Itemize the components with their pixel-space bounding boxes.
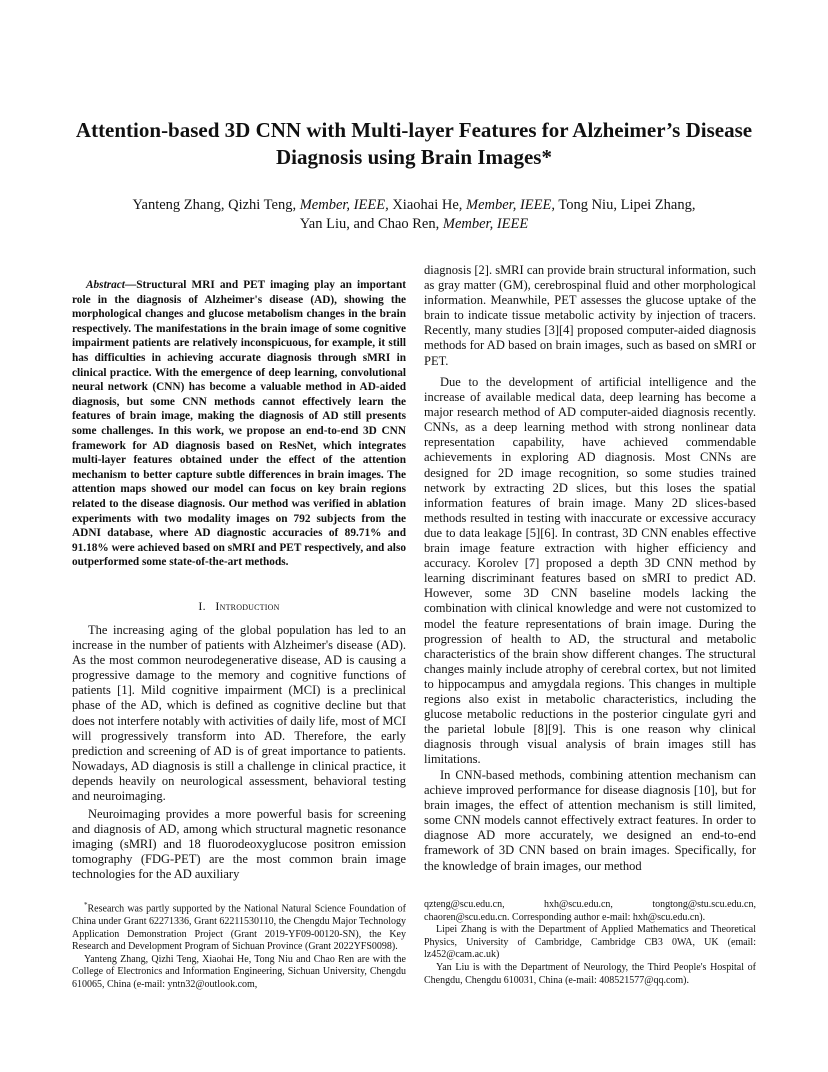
right-paragraph-1: diagnosis [2]. sMRI can provide brain structural information, such as gray matter (GM), cerebrospinal fluid and other morphological information. Meanwhile, PET assesses the glucose uptake of the brain to indicate tissue metabolic activity by injection of tracers. Recently, many studies [3][4] proposed computer-aided diagnosis methods for AD based on brain images, such as based on sMRI or PET. xyxy=(424,263,756,368)
paper-title: Attention-based 3D CNN with Multi-layer Features for Alzheimer’s Disease Diagnosis using Brain Images* xyxy=(75,118,753,169)
abstract xyxy=(72,278,406,570)
footnote-text: Research was partly supported by the National Natural Science Foundation of China under Grant 62271336, Grant 62211530110, the Chengdu Major Technology Application Demonstration Project (Grant 2019-YF09-00120-SN), the Key Research and Development Program of Sichuan Province (Grant 2022YFS0098). xyxy=(72,903,406,953)
author-text: Yanteng Zhang, Qizhi Teng, xyxy=(132,197,300,213)
footnote-affiliation-3: Yan Liu is with the Department of Neurology, the Third People's Hospital of Chengdu, Chengdu 610031, China (e-mail: 408521577@qq.com). xyxy=(424,961,756,986)
intro-paragraph-2: Neuroimaging provides a more powerful basis for screening and diagnosis of AD, among which structural magnetic resonance imaging (sMRI) and 18 fluorodeoxyglucose positron emission tomography (FDG-PET) are the most common brain image technologies for the AD auxiliary xyxy=(72,807,406,882)
abstract-dash: — xyxy=(124,279,137,291)
author-text: Xiaohai He, xyxy=(388,197,467,213)
section-heading-introduction xyxy=(72,599,406,614)
author-line-1 xyxy=(60,196,768,215)
footnote-affiliation-2: Lipei Zhang is with the Department of Applied Mathematics and Theoretical Physics, University of Cambridge, Cambridge CB3 0WA, UK (email: lz452@cam.ac.uk) xyxy=(424,924,756,961)
section-number: I. xyxy=(198,599,206,613)
abstract-text: Structural MRI and PET imaging play an important role in the diagnosis of Alzheimer's disease (AD), showing the morphological changes and glucose metabolism changes in the brain respectively. The manifestations in the brain image of some cognitive impairment patients are relatively inconspicuous, for example, it still has difficulties in achieving accurate diagnosis through sMRI in clinical practice. With the emergence of deep learning, convolutional neural network (CNN) has become a valuable method in AD-aided diagnosis, but some CNN methods cannot effectively learn the features of brain image, making the diagnosis of AD still presents some challenges. In this work, we propose an end-to-end 3D CNN framework for AD diagnosis based on ResNet, which integrates multi-layer features obtained under the effect of the attention mechanism to better capture subtle differences in brain images. The attention maps showed our model can focus on key brain regions related to the disease diagnosis. Our method was verified in ablation experiments with two modality images on 792 subjects from the ADNI database, where AD diagnostic accuracies of 89.71% and 91.18% were achieved based on sMRI and PET respectively, and also outperformed some state-of-the-art methods. xyxy=(72,279,406,569)
author-membership: Member, IEEE, xyxy=(299,197,389,213)
footnotes-left xyxy=(72,899,406,991)
intro-paragraph-1: The increasing aging of the global population has led to an increase in the number of patients with Alzheimer's disease (AD). As the most common neurodegenerative disease, AD is causing a progressive damage to the memory and cognitive functions of patients [1]. Mild cognitive impairment (MCI) is a preclinical phase of the AD, which is defined as cognitive decline but that does not interfere notably with activities of daily life, most of MCI will progressively transform into AD. Therefore, the early prediction and screening of AD is of great importance to patients. Nowadays, AD diagnosis is still a challenge in clinical practice, it depends heavily on neurological assessment, behavioral testing and neuroimaging. xyxy=(72,623,406,804)
footnote-affiliation-1: Yanteng Zhang, Qizhi Teng, Xiaohai He, Tong Niu and Chao Ren are with the College of Electronics and Information Engineering, Sichuan University, Chengdu 610065, China (e-mail: yntn32@outlook.com, xyxy=(72,953,406,990)
author-membership: Member, IEEE, xyxy=(466,197,555,213)
author-membership: Member, IEEE xyxy=(442,216,529,232)
footnote-emails: qzteng@scu.edu.cn, hxh@scu.edu.cn, tongtong@stu.scu.edu.cn, chaoren@scu.edu.cn. Corresponding author e-mail: hxh@scu.edu.cn). xyxy=(424,899,756,923)
author-text: Yan Liu, and Chao Ren, xyxy=(299,216,443,232)
author-text: Tong Niu, Lipei Zhang, xyxy=(555,197,696,213)
author-list xyxy=(60,196,768,234)
footnote-marker: * xyxy=(84,901,88,909)
right-paragraph-2: Due to the development of artificial intelligence and the increase of available medical data, deep learning has become a major research method of AD computer-aided diagnosis recently. CNNs, as a deep learning method with strong nonlinear data representation capability, have achieved commendable achievements in exploring AD diagnosis. Most CNNs are designed for 2D image recognition, so some studies trained network by extracting 2D slices, but this loses the spatial information features of brain image. Many 2D slices-based methods resulted in testing with inaccurate or excessive accuracy due to data leakage [5][6]. In contrast, 3D CNN enables effective brain image feature extraction with higher efficiency and accuracy. Korolev [7] proposed a depth 3D CNN method by learning discriminant features based on sMRI to predict AD. However, some 3D CNN baseline models lacking the combination with clinical knowledge and were not customized to model the feature representations of brain image. During the progression of health to AD, the structural and metabolic characteristics of the brain show different changes. The structural changes mainly include atrophy of cerebral cortex, but not limited to hippocampus and amygdala regions. This changes in multiple regions also exist in metabolic characteristics, including the glucose metabolic reductions in the posterior cingulate gyri and the parietal lobule [8][9]. This is one reason why clinical diagnosis through visual analysis of brain images still has limitations. xyxy=(424,375,756,767)
author-line-2 xyxy=(60,215,768,234)
abstract-label: Abstract xyxy=(86,279,125,291)
right-paragraph-3: In CNN-based methods, combining attention mechanism can achieve improved performance for disease diagnosis [10], but for brain images, the effect of attention mechanism is still limited, some CNN models cannot effectively extract features. In order to diagnose AD more accurately, we designed an end-to-end framework of 3D CNN based on brain images. Specifically, for the knowledge of brain images, our method xyxy=(424,768,756,873)
section-title: Introduction xyxy=(215,599,280,613)
footnotes-right xyxy=(424,899,756,987)
footnote-funding xyxy=(72,899,406,954)
